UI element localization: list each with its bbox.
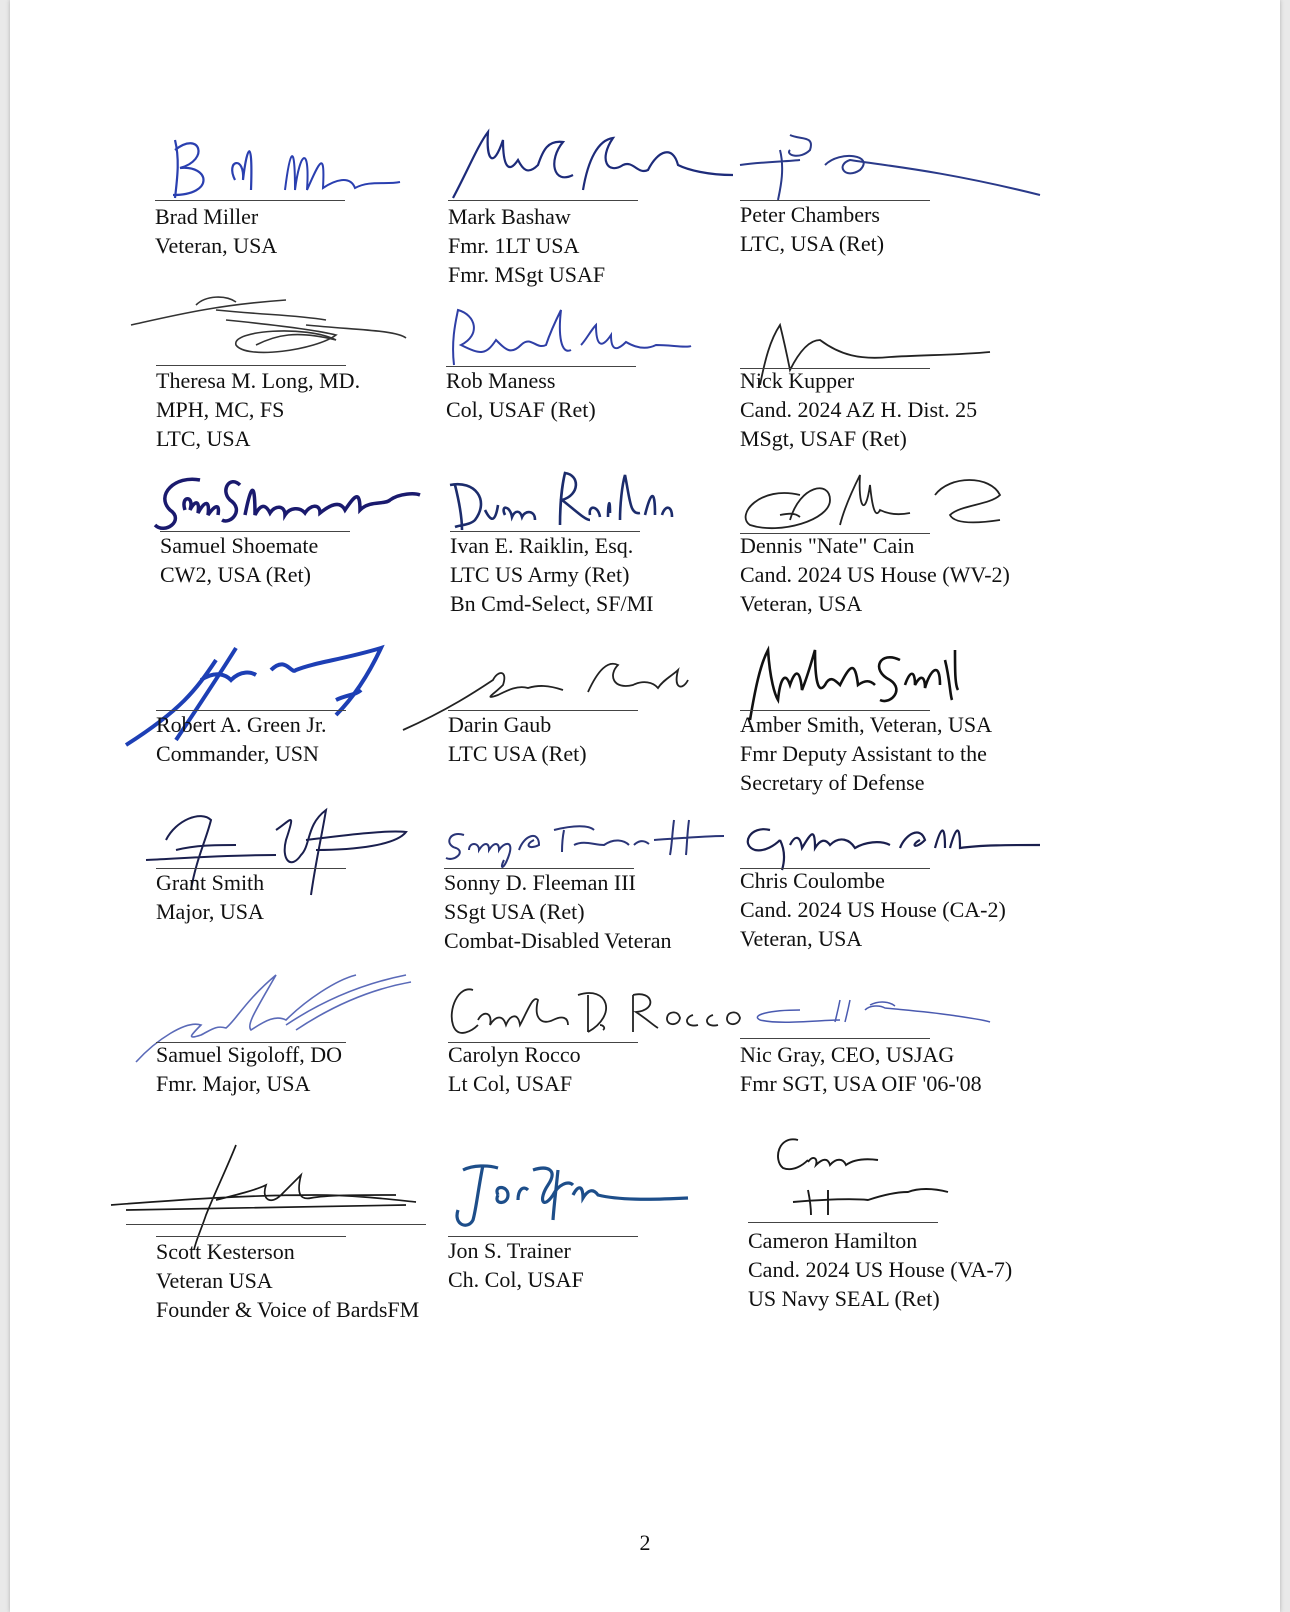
signatory-title: Commander, USN (156, 741, 319, 766)
signatory-name: Mark Bashaw (448, 204, 571, 229)
signatory-title: Founder & Voice of BardsFM (156, 1297, 420, 1322)
signatory-title: Fmr. MSgt USAF (448, 262, 606, 287)
signatory-title: Fmr. 1LT USA (448, 233, 580, 258)
signatory-details (156, 710, 476, 768)
signatory-details (740, 366, 1060, 453)
signatory-details (156, 868, 476, 926)
signatory-title: Veteran, USA (740, 591, 863, 616)
signatory-name: Cameron Hamilton (748, 1228, 918, 1253)
signature-image (156, 1140, 456, 1250)
signatory-title: MPH, MC, FS (156, 397, 285, 422)
signatory-name: Chris Coulombe (740, 868, 885, 893)
signatory-details (448, 202, 768, 289)
signatory-name: Jon S. Trainer (448, 1238, 571, 1263)
signatory-details (448, 1040, 768, 1098)
signatory-details (448, 1236, 768, 1294)
signatory-name: Brad Miller (155, 204, 259, 229)
signatory-title: Veteran, USA (155, 233, 278, 258)
signatory-title: Cand. 2024 US House (WV-2) (740, 562, 1010, 587)
signatory-details (444, 868, 764, 955)
signatory-title: Lt Col, USAF (448, 1071, 573, 1096)
signatory-title: LTC, USA (156, 426, 251, 451)
signatory-title: Fmr Deputy Assistant to the (740, 741, 987, 766)
signatory-name: Sonny D. Fleeman III (444, 870, 636, 895)
signatory-details (156, 1040, 476, 1098)
signatory-title: MSgt, USAF (Ret) (740, 426, 907, 451)
signatory-name: Peter Chambers (740, 202, 880, 227)
signatory-details (740, 531, 1060, 618)
signatory-details (740, 710, 1060, 797)
signatory-details (446, 366, 766, 424)
signatory-details (156, 1237, 476, 1324)
signatory-details (156, 366, 476, 453)
signatory-name: Ivan E. Raiklin, Esq. (450, 533, 634, 558)
signatory-title: Col, USAF (Ret) (446, 397, 596, 422)
page-number: 2 (639, 1530, 651, 1555)
signatory-title: Secretary of Defense (740, 770, 925, 795)
signatory-details (740, 200, 1060, 258)
signatory-details (748, 1226, 1068, 1313)
signatory-name: Samuel Sigoloff, DO (156, 1042, 342, 1067)
signatory-details (160, 531, 480, 589)
signatory-details (155, 202, 475, 260)
signatory-details (450, 531, 770, 618)
signatory-title: Veteran USA (156, 1268, 273, 1293)
signatory-title: Fmr. Major, USA (156, 1071, 311, 1096)
signatory-title: LTC, USA (Ret) (740, 231, 885, 256)
signatory-name: Rob Maness (446, 368, 556, 393)
signatory-details (740, 1040, 1060, 1098)
signatory-title: Fmr SGT, USA OIF '06-'08 (740, 1071, 982, 1096)
signatory-name: Nic Gray, CEO, USJAG (740, 1042, 955, 1067)
signatory-name: Amber Smith, Veteran, USA (740, 712, 992, 737)
signatory-title: Veteran, USA (740, 926, 863, 951)
signatory-name: Robert A. Green Jr. (156, 712, 327, 737)
signatory-name: Samuel Shoemate (160, 533, 319, 558)
signatory-details (448, 710, 768, 768)
signatory-title: US Navy SEAL (Ret) (748, 1286, 940, 1311)
signatory-title: Combat-Disabled Veteran (444, 928, 672, 953)
signatory-name: Carolyn Rocco (448, 1042, 581, 1067)
signatory-title: Cand. 2024 US House (CA-2) (740, 897, 1006, 922)
signatory-name: Grant Smith (156, 870, 265, 895)
signature-image (748, 1130, 1048, 1240)
signatory-name: Dennis "Nate" Cain (740, 533, 915, 558)
signatory-title: Cand. 2024 AZ H. Dist. 25 (740, 397, 978, 422)
signatory-title: Cand. 2024 US House (VA-7) (748, 1257, 1013, 1282)
signatory-name: Nick Kupper (740, 368, 855, 393)
signatory-title: Major, USA (156, 899, 264, 924)
signatory-name: Theresa M. Long, MD. (156, 368, 361, 393)
signatory-details (740, 866, 1060, 953)
signatory-name: Scott Kesterson (156, 1239, 295, 1264)
signatory-title: LTC USA (Ret) (448, 741, 587, 766)
signatory-title: LTC US Army (Ret) (450, 562, 630, 587)
signatory-title: CW2, USA (Ret) (160, 562, 311, 587)
signatory-title: SSgt USA (Ret) (444, 899, 585, 924)
signatory-title: Ch. Col, USAF (448, 1267, 584, 1292)
signatory-name: Darin Gaub (448, 712, 552, 737)
signatory-title: Bn Cmd-Select, SF/MI (450, 591, 654, 616)
document-page (10, 0, 1280, 1612)
